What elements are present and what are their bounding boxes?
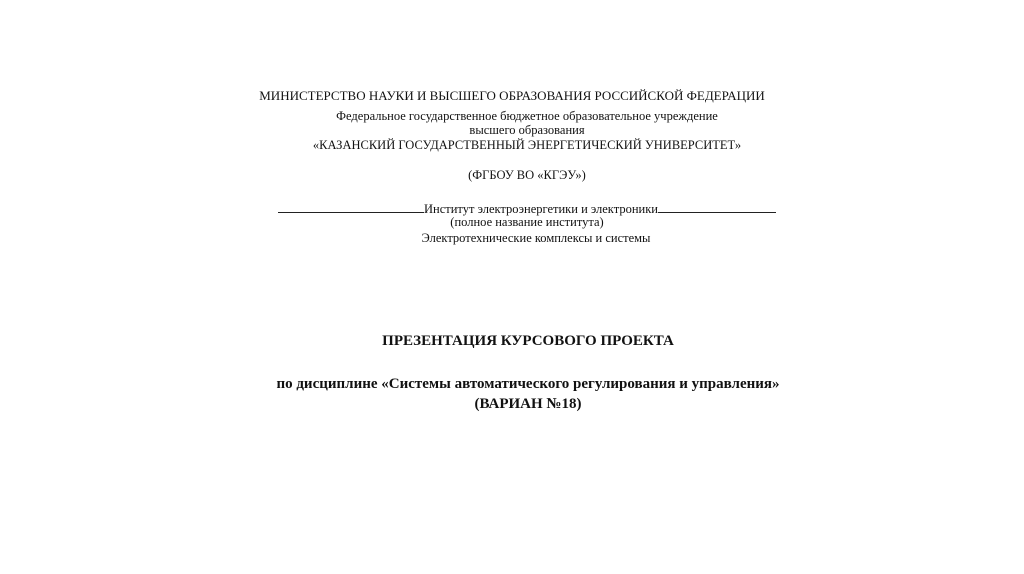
institute-caption: (полное название института) (450, 215, 604, 229)
presentation-title: ПРЕЗЕНТАЦИЯ КУРСОВОГО ПРОЕКТА (382, 333, 674, 349)
department-line: Электротехнические комплексы и системы (421, 231, 651, 245)
institution-type-line: Федеральное государственное бюджетное образовательное учреждение (336, 109, 718, 123)
institute-underline-right (658, 200, 776, 213)
institute-line (0, 200, 1024, 216)
institute-name: Институт электроэнергетики и электроники (424, 202, 658, 216)
variant-line: (ВАРИАН №18) (474, 396, 582, 412)
education-level-line: высшего образования (469, 123, 585, 137)
university-name-line: «КАЗАНСКИЙ ГОСУДАРСТВЕННЫЙ ЭНЕРГЕТИЧЕСКИЙ УНИВЕРСИТЕТ» (312, 138, 742, 152)
ministry-line: МИНИСТЕРСТВО НАУКИ И ВЫСШЕГО ОБРАЗОВАНИЯ РОССИЙСКОЙ ФЕДЕРАЦИИ (259, 88, 765, 103)
discipline-line: по дисциплине «Системы автоматического регулирования и управления» (276, 376, 780, 392)
university-abbreviation-line: (ФГБОУ ВО «КГЭУ») (468, 168, 586, 182)
institute-underline-left (278, 200, 424, 213)
